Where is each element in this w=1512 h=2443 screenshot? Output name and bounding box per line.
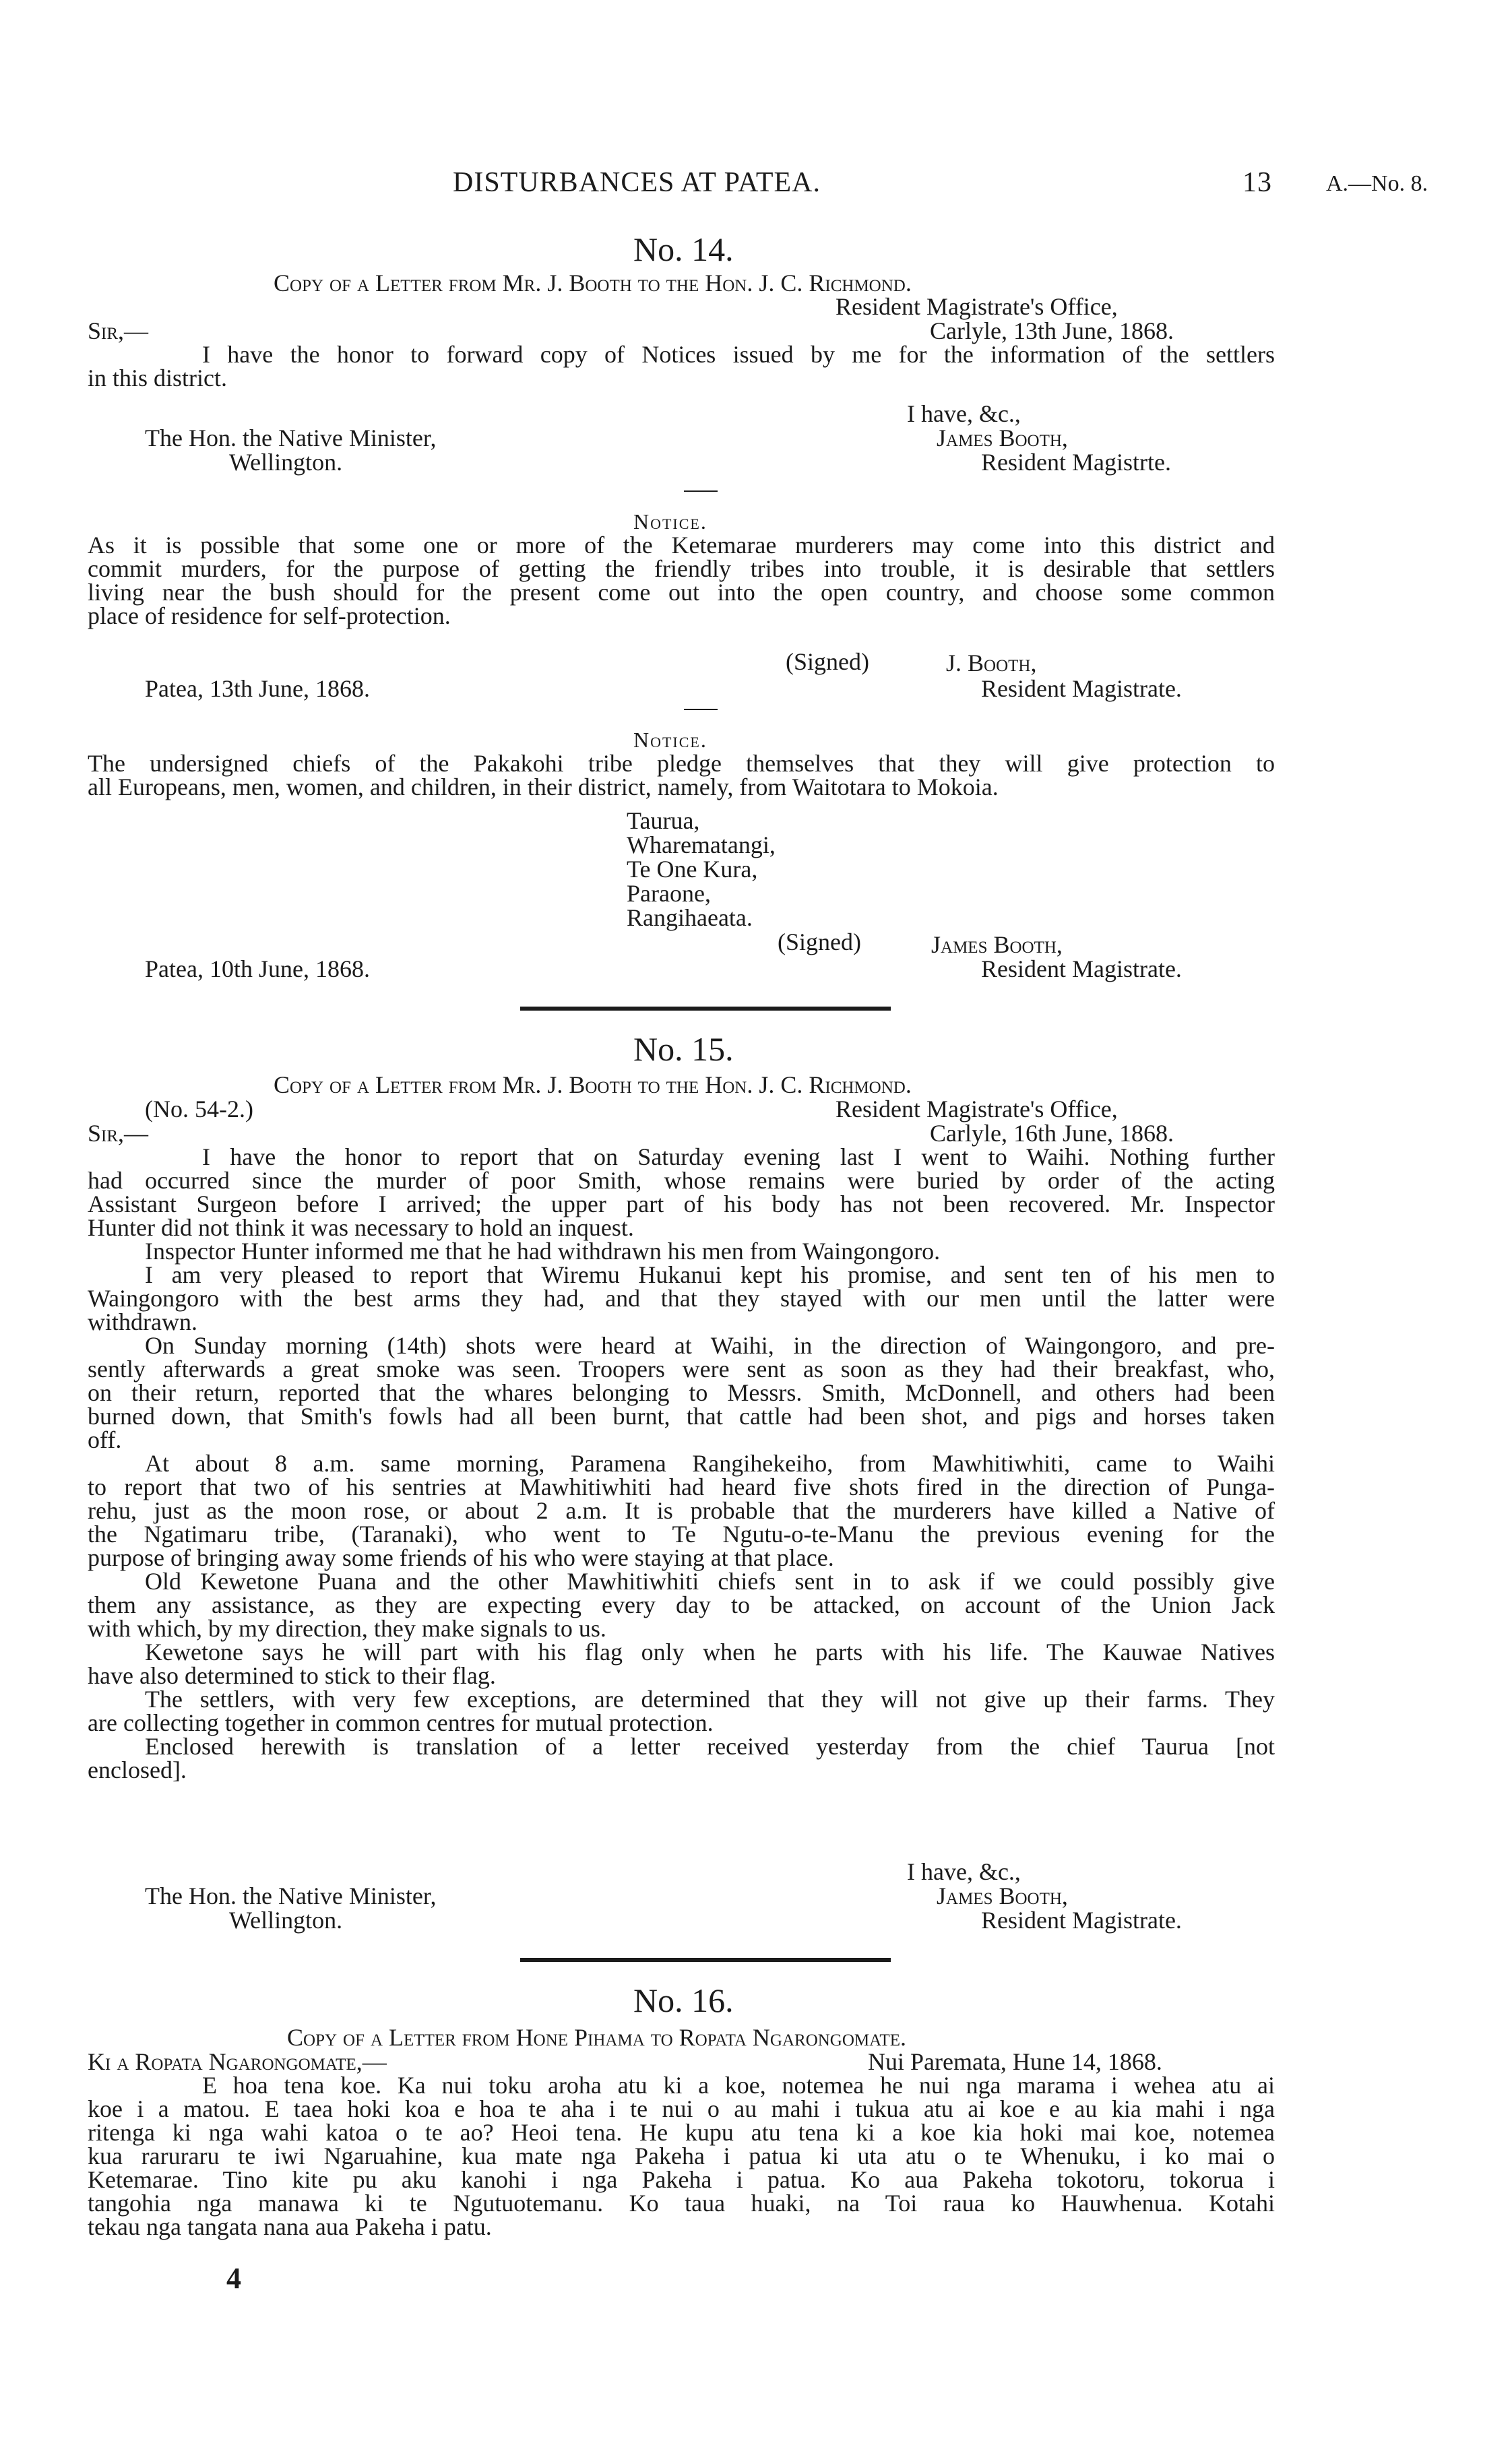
place-date: Nui Paremata, Hune 14, 1868. [868, 2048, 1162, 2075]
body-line: had occurred since the murder of poor Smith, whose remains were buried by order of the acting [88, 1167, 1275, 1194]
letter-number: No. 14. [633, 230, 734, 268]
body-line: Kewetone says he will part with his flag only when he parts with his life. The Kauwae Natives [145, 1639, 1275, 1665]
signer-title: Resident Magistrate. [981, 675, 1182, 702]
body-line: koe i a matou. E taea hoki koa e hoa te aha i te nui o au mahi i tukua atu ai koe e au kia mahi i nga [88, 2095, 1275, 2122]
chief-name: Rangihaeata. [627, 904, 753, 931]
salutation: Ki a Ropata Ngarongomate,— [88, 2048, 387, 2075]
body-line: I am very pleased to report that Wiremu Hukanui kept his promise, and sent ten of his men to [145, 1261, 1275, 1288]
salutation: Sir,— [88, 317, 149, 344]
body-line: have also determined to stick to their flag. [88, 1662, 496, 1689]
short-divider [684, 490, 718, 492]
body-line: E hoa tena koe. Ka nui toku aroha atu ki a koe, notemea he nui nga marama i wehea atu ai [202, 2072, 1275, 2099]
addressee-line: The Hon. the Native Minister, [145, 1882, 437, 1909]
body-line: in this district. [88, 364, 227, 391]
running-header-title: DISTURBANCES AT PATEA. [453, 167, 821, 198]
addressee-location: Wellington. [229, 1907, 343, 1934]
chief-name: Taurua, [627, 807, 700, 834]
body-line: off. [88, 1426, 122, 1453]
body-line: place of residence for self-protection. [88, 602, 451, 629]
chief-name: Wharematangi, [627, 831, 776, 858]
letter-caption: Copy of a Letter from Hone Pihama to Ropata Ngarongomate. [287, 2024, 906, 2051]
section-divider [520, 1007, 891, 1011]
signer-title: Resident Magistrte. [981, 449, 1171, 476]
office-line: Resident Magistrate's Office, [836, 1096, 1118, 1122]
body-line: them any assistance, as they are expecting every day to be attacked, on account of the Union Jack [88, 1591, 1275, 1618]
closing: I have, &c., [907, 400, 1021, 427]
body-line: tekau nga tangata nana aua Pakeha i patu. [88, 2213, 492, 2240]
body-line: Old Kewetone Puana and the other Mawhitiwhiti chiefs sent in to ask if we could possibly give [145, 1568, 1275, 1595]
page-number: 13 [1242, 167, 1272, 198]
body-line: As it is possible that some one or more of the Ketemarae murderers may come into this district and [88, 532, 1275, 559]
body-line: Inspector Hunter informed me that he had withdrawn his men from Waingongoro. [145, 1238, 941, 1265]
signer-name: J. Booth, [946, 649, 1037, 676]
body-line: I have the honor to report that on Saturday evening last I went to Waihi. Nothing further [202, 1143, 1275, 1170]
signer-title: Resident Magistrate. [981, 955, 1182, 982]
office-line: Resident Magistrate's Office, [836, 293, 1118, 320]
chief-name: Paraone, [627, 880, 711, 907]
body-line: On Sunday morning (14th) shots were heard at Waihi, in the direction of Waingongoro, and pre- [145, 1332, 1275, 1359]
body-line: Assistant Surgeon before I arrived; the upper part of his body has not been recovered. Mr. Inspector [88, 1191, 1275, 1217]
notice-body [88, 752, 1275, 799]
letter-body [88, 2074, 1275, 2239]
body-line: rehu, just as the moon rose, or about 2 a.m. It is probable that the murderers have killed a Native of [88, 1497, 1275, 1524]
body-line: ritenga ki nga wahi katoa o te ao? Heoi tena. He kupu atu tena ki a koe kia hoki mai koe, notemea [88, 2119, 1275, 2146]
body-line: purpose of bringing away some friends of his who were staying at that place. [88, 1544, 834, 1571]
body-line: withdrawn. [88, 1308, 197, 1335]
addressee-location: Wellington. [229, 449, 343, 476]
letter-number: No. 16. [633, 1981, 734, 2019]
signer-name: James Booth, [931, 931, 1063, 958]
notice-title: Notice. [633, 509, 707, 534]
letter-caption: Copy of a Letter from Mr. J. Booth to the Hon. J. C. Richmond. [274, 1071, 912, 1098]
body-line: tangohia nga manawa ki te Ngutuotemanu. Ko taua huaki, na Toi raua ko Hauwhenua. Kotahi [88, 2190, 1275, 2217]
letter-number: No. 15. [633, 1030, 734, 1068]
notice-body [88, 534, 1275, 628]
body-line: Enclosed herewith is translation of a letter received yesterday from the chief Taurua [not [145, 1733, 1275, 1760]
body-line: Waingongoro with the best arms they had, and that they stayed with our men until the latter were [88, 1285, 1275, 1312]
signer-name: James Booth, [937, 1882, 1068, 1909]
letter-body [88, 343, 1275, 390]
body-line: I have the honor to forward copy of Notices issued by me for the information of the settlers [202, 341, 1275, 368]
chief-name: Te One Kura, [627, 856, 758, 883]
section-divider [520, 1958, 891, 1962]
body-line: sently afterwards a great smoke was seen. Troopers were sent as soon as they had their breakfast, who, [88, 1356, 1275, 1383]
letter-caption: Copy of a Letter from Mr. J. Booth to the Hon. J. C. Richmond. [274, 269, 912, 296]
notice-title: Notice. [633, 728, 707, 752]
body-line: living near the bush should for the present come out into the open country, and choose some common [88, 579, 1275, 606]
body-line: to report that two of his sentries at Mawhitiwhiti had heard five shots fired in the direction of Punga- [88, 1473, 1275, 1500]
body-line: burned down, that Smith's fowls had all been burnt, that cattle had been shot, and pigs and horses taken [88, 1403, 1275, 1430]
letter-body [88, 1145, 1275, 1782]
signer-name: James Booth, [937, 424, 1068, 451]
signed-label: (Signed) [778, 928, 861, 955]
salutation: Sir,— [88, 1120, 149, 1147]
body-line: The undersigned chiefs of the Pakakohi tribe pledge themselves that they will give protection to [88, 750, 1275, 777]
body-line: enclosed]. [88, 1756, 187, 1783]
document-reference: A.—No. 8. [1326, 171, 1428, 196]
body-line: with which, by my direction, they make signals to us. [88, 1615, 606, 1642]
signed-label: (Signed) [786, 648, 869, 675]
body-line: commit murders, for the purpose of getting the friendly tribes into trouble, it is desirable that settlers [88, 555, 1275, 582]
body-line: the Ngatimaru tribe, (Taranaki), who went to Te Ngutu-o-te-Manu the previous evening for the [88, 1521, 1275, 1548]
body-line: all Europeans, men, women, and children, in their district, namely, from Waitotara to Mokoia. [88, 773, 999, 800]
body-line: are collecting together in common centres for mutual protection. [88, 1709, 714, 1736]
letter-reference: (No. 54-2.) [145, 1096, 253, 1122]
signature-mark: 4 [226, 2262, 241, 2295]
body-line: kua raruraru te iwi Ngaruahine, kua mate nga Pakeha i patua ki uta atu o te Whenuku, i ko mai o [88, 2143, 1275, 2169]
signer-title: Resident Magistrate. [981, 1907, 1182, 1934]
body-line: The settlers, with very few exceptions, are determined that they will not give up their farms. They [145, 1686, 1275, 1713]
short-divider [684, 709, 718, 710]
closing: I have, &c., [907, 1858, 1021, 1885]
place-date: Patea, 13th June, 1868. [145, 675, 370, 702]
place-date: Patea, 10th June, 1868. [145, 955, 370, 982]
body-line: Hunter did not think it was necessary to hold an inquest. [88, 1214, 634, 1241]
body-line: Ketemarae. Tino kite pu aku kanohi i nga Pakeha i patua. Ko aua Pakeha tokotoru, tokorua i [88, 2166, 1275, 2193]
addressee-line: The Hon. the Native Minister, [145, 424, 437, 451]
place-date: Carlyle, 16th June, 1868. [930, 1120, 1174, 1147]
body-line: At about 8 a.m. same morning, Paramena Rangihekeiho, from Mawhitiwhiti, came to Waihi [145, 1450, 1275, 1477]
place-date: Carlyle, 13th June, 1868. [930, 317, 1174, 344]
body-line: on their return, reported that the whares belonging to Messrs. Smith, McDonnell, and others had been [88, 1379, 1275, 1406]
